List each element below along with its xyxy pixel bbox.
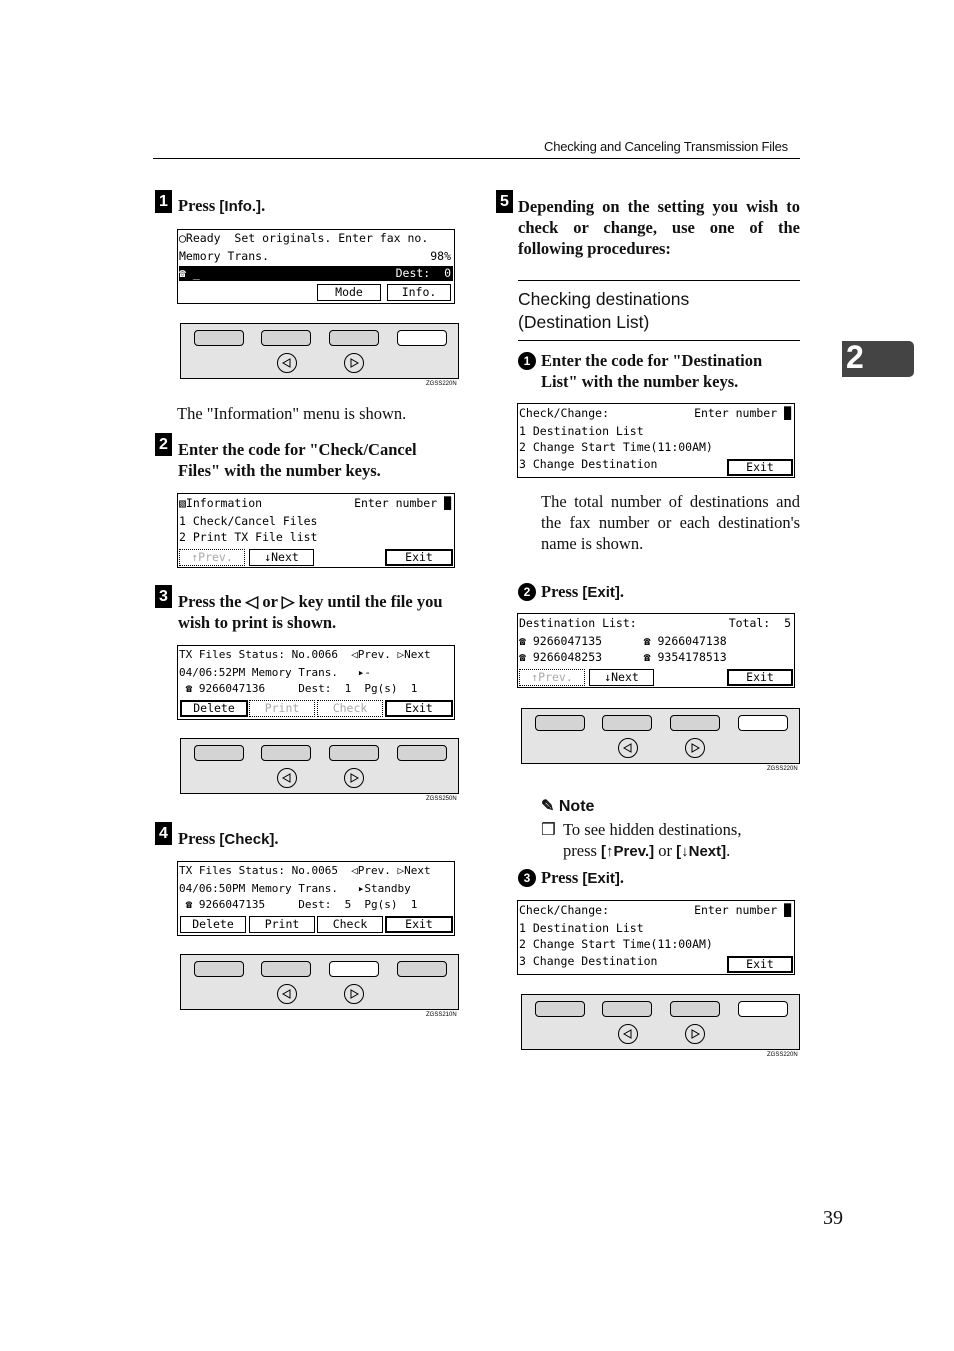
- step-4-text: Press [Check].: [178, 829, 279, 848]
- lcd-screen-check-change-2: [517, 900, 795, 975]
- lcd-option-2: 2 Change Start Time(11:00AM): [519, 440, 713, 454]
- selection-key-2[interactable]: [602, 715, 652, 731]
- selection-key-1[interactable]: [535, 715, 585, 731]
- right-arrow-key[interactable]: [685, 738, 705, 758]
- right-arrow-key[interactable]: [344, 353, 364, 373]
- lcd-title-row: ▧Information Enter number █: [179, 496, 451, 510]
- header-rule: [153, 158, 800, 159]
- selection-key-1[interactable]: [194, 330, 244, 346]
- selection-key-1[interactable]: [194, 961, 244, 977]
- lcd-title-row: TX Files Status: No.0065 ◁Prev. ▷Next: [179, 864, 431, 877]
- control-panel-1: [180, 323, 459, 379]
- chapter-number: 2: [846, 339, 864, 375]
- figure-code: ZGSS220N: [426, 381, 457, 387]
- right-arrow-icon: [349, 773, 359, 783]
- substep-3-text: Press [Exit].: [541, 868, 625, 887]
- substep-2-number: 2: [518, 583, 536, 601]
- lcd-memory-row: Memory Trans. 98%: [179, 249, 451, 263]
- left-arrow-key[interactable]: [618, 1024, 638, 1044]
- figure-code: ZGSS250N: [426, 796, 457, 802]
- left-arrow-icon: [623, 743, 633, 753]
- right-arrow-key[interactable]: [344, 984, 364, 1004]
- lcd-option-1: 1 Destination List: [519, 921, 644, 935]
- substep-1-text: Enter the code for "Destination List" with the number keys.: [541, 351, 763, 391]
- lcd-delete-button[interactable]: Delete: [180, 916, 246, 933]
- selection-key-3[interactable]: [329, 330, 379, 346]
- lcd-next-button[interactable]: ↓Next: [249, 549, 314, 566]
- substep-2-text: Press [Exit].: [541, 582, 625, 601]
- right-key-icon: ▷: [281, 592, 295, 611]
- selection-key-2[interactable]: [261, 961, 311, 977]
- note-bullet-icon: ❒: [541, 820, 556, 839]
- lcd-info-button[interactable]: Info.: [387, 284, 451, 301]
- lcd-screen-destination-list: [517, 613, 795, 688]
- step-4-badge: 4: [155, 822, 172, 845]
- figure-code: ZGSS220N: [767, 766, 798, 772]
- left-arrow-key[interactable]: [618, 738, 638, 758]
- left-arrow-key[interactable]: [277, 768, 297, 788]
- lcd-screen-check-change-1: [517, 403, 795, 478]
- step-3-badge: 3: [155, 585, 172, 608]
- left-arrow-icon: [282, 773, 292, 783]
- lcd-next-button[interactable]: ↓Next: [589, 669, 654, 686]
- lcd-delete-button[interactable]: Delete: [180, 700, 248, 717]
- lcd-exit-button[interactable]: Exit: [727, 669, 793, 686]
- lcd-number-row: ☎ 9266047136 Dest: 1 Pg(s) 1: [179, 682, 418, 695]
- lcd-destinations-row-1: ☎ 9266047135 ☎ 9266047138: [519, 634, 727, 648]
- lcd-title-row: Destination List: Total: 5: [519, 616, 791, 630]
- selection-key-2[interactable]: [261, 745, 311, 761]
- right-arrow-icon: [690, 1029, 700, 1039]
- note-heading: ✎ Note: [541, 798, 595, 815]
- right-arrow-icon: [349, 358, 359, 368]
- step-1-text: Press [Info.].: [178, 196, 266, 215]
- selection-key-3[interactable]: [670, 715, 720, 731]
- lcd-option-3: 3 Change Destination: [519, 457, 658, 471]
- lcd-mode-button[interactable]: Mode: [317, 284, 381, 301]
- lcd-screen-information: [177, 493, 455, 568]
- lcd-screen-ready: [177, 229, 455, 304]
- lcd-dest-row: ☎ _ Dest: 0: [179, 266, 451, 280]
- lcd-prev-button[interactable]: ↑Prev.: [519, 669, 585, 686]
- section-title: Checking destinations (Destination List): [518, 289, 690, 332]
- section-rule-top: [518, 280, 800, 281]
- right-arrow-key[interactable]: [344, 768, 364, 788]
- selection-key-4[interactable]: [397, 330, 447, 346]
- lcd-time-row: 04/06:50PM Memory Trans. ▸Standby: [179, 882, 411, 895]
- right-arrow-key[interactable]: [685, 1024, 705, 1044]
- page-number: 39: [823, 1207, 843, 1229]
- selection-key-4[interactable]: [397, 745, 447, 761]
- step-2-text: Enter the code for "Check/Cancel Files" with the number keys.: [178, 440, 417, 480]
- left-arrow-key[interactable]: [277, 984, 297, 1004]
- selection-key-2[interactable]: [261, 330, 311, 346]
- lcd-status-row: ◯Ready Set originals. Enter fax no.: [179, 231, 429, 245]
- step-1-badge: 1: [155, 190, 172, 213]
- step-1-result: The "Information" menu is shown.: [177, 404, 407, 423]
- lcd-screen-tx-status-2: [177, 861, 455, 936]
- lcd-exit-button[interactable]: Exit: [727, 459, 793, 476]
- control-panel-4: [521, 708, 800, 764]
- selection-key-4[interactable]: [738, 715, 788, 731]
- control-panel-2: [180, 738, 459, 794]
- lcd-exit-button[interactable]: Exit: [385, 916, 453, 933]
- substep-1-result: The total number of destinations and the fax number or each destination's name is shown.: [541, 492, 800, 553]
- selection-key-1[interactable]: [535, 1001, 585, 1017]
- lcd-check-button[interactable]: Check: [317, 916, 383, 933]
- lcd-option-2: 2 Change Start Time(11:00AM): [519, 937, 713, 951]
- lcd-option-1: 1 Destination List: [519, 424, 644, 438]
- lcd-number-row: ☎ 9266047135 Dest: 5 Pg(s) 1: [179, 898, 418, 911]
- left-arrow-icon: [623, 1029, 633, 1039]
- section-rule-bottom: [518, 340, 800, 341]
- selection-key-1[interactable]: [194, 745, 244, 761]
- lcd-exit-button[interactable]: Exit: [385, 549, 453, 566]
- lcd-screen-tx-status-1: [177, 645, 455, 720]
- substep-3-number: 3: [518, 869, 536, 887]
- left-key-icon: ◁: [245, 592, 259, 611]
- lcd-check-button[interactable]: Check: [317, 700, 383, 717]
- lcd-option-3: 3 Change Destination: [519, 954, 658, 968]
- lcd-prev-button[interactable]: ↑Prev.: [179, 549, 245, 566]
- chapter-tab: [842, 341, 914, 377]
- step-5-badge: 5: [496, 190, 513, 213]
- step-5-text: Depending on the setting you wish to check or change, use one of the following procedures:: [518, 197, 800, 258]
- lcd-destinations-row-2: ☎ 9266048253 ☎ 9354178513: [519, 650, 727, 664]
- selection-key-4[interactable]: [397, 961, 447, 977]
- lcd-print-button[interactable]: Print: [249, 916, 315, 933]
- control-panel-5: [521, 994, 800, 1050]
- left-arrow-icon: [282, 989, 292, 999]
- selection-key-3[interactable]: [670, 1001, 720, 1017]
- lcd-option-1: 1 Check/Cancel Files: [179, 514, 318, 528]
- left-arrow-key[interactable]: [277, 353, 297, 373]
- selection-key-2[interactable]: [602, 1001, 652, 1017]
- substep-1-number: 1: [518, 352, 536, 370]
- selection-key-4[interactable]: [738, 1001, 788, 1017]
- figure-code: ZGSS210N: [426, 1012, 457, 1018]
- lcd-option-2: 2 Print TX File list: [179, 530, 318, 544]
- lcd-exit-button[interactable]: Exit: [385, 700, 453, 717]
- left-arrow-icon: [282, 358, 292, 368]
- running-header: Checking and Canceling Transmission Files: [544, 139, 788, 154]
- lcd-exit-button[interactable]: Exit: [727, 956, 793, 973]
- lcd-title-row: Check/Change: Enter number █: [519, 406, 791, 420]
- lcd-title-row: Check/Change: Enter number █: [519, 903, 791, 917]
- lcd-title-row: TX Files Status: No.0066 ◁Prev. ▷Next: [179, 648, 431, 661]
- selection-key-3[interactable]: [329, 961, 379, 977]
- right-arrow-icon: [690, 743, 700, 753]
- step-3-text: Press the ◁ or ▷ key until the file you wish to print is shown.: [178, 592, 443, 632]
- lcd-time-row: 04/06:52PM Memory Trans. ▸-: [179, 666, 372, 679]
- lcd-print-button[interactable]: Print: [249, 700, 315, 717]
- selection-key-3[interactable]: [329, 745, 379, 761]
- note-text: To see hidden destinations, press [↑Prev.] or [↓Next].: [563, 820, 742, 860]
- right-arrow-icon: [349, 989, 359, 999]
- control-panel-3: [180, 954, 459, 1010]
- figure-code: ZGSS220N: [767, 1052, 798, 1058]
- pencil-icon: ✎: [541, 798, 555, 815]
- step-2-badge: 2: [155, 433, 172, 456]
